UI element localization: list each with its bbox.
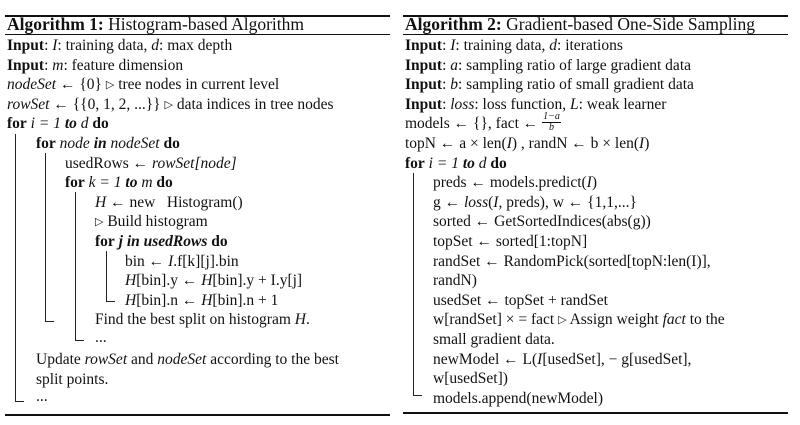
ellipsis-line: ... — [36, 388, 48, 405]
for-loop-line — [7, 114, 109, 133]
keyword: do — [163, 135, 180, 152]
input-line: Input: m: feature dimension — [7, 56, 184, 74]
code-line — [433, 350, 691, 369]
text: : training data, — [455, 37, 550, 54]
comment-triangle-icon: ▷ — [164, 98, 173, 111]
keyword: do — [490, 154, 507, 172]
text: Find the best split on histogram — [95, 311, 295, 329]
input-line: Input: I: training data, d: iterations — [405, 37, 623, 54]
var-H: H — [95, 193, 107, 211]
comment: data indices in tree nodes — [176, 95, 334, 113]
input-line: Input: b: sampling ratio of small gradient data — [405, 76, 694, 94]
keyword: to — [64, 115, 77, 133]
block-bracket — [15, 134, 24, 402]
var-I: I — [52, 37, 58, 54]
code-line: models.append(newModel) — [433, 389, 604, 407]
code-line — [433, 310, 725, 331]
text: w[randSet] × = fact — [433, 311, 559, 329]
var: nodeSet — [106, 135, 164, 152]
var-d: d — [151, 37, 160, 54]
var-H: H — [125, 272, 137, 290]
var-I: I — [639, 135, 645, 152]
text: g ← — [433, 193, 464, 211]
var: node — [59, 135, 94, 152]
bottom-rule — [5, 414, 390, 416]
var-H: H — [201, 272, 213, 290]
text: ) — [644, 135, 650, 152]
for-loop-line — [36, 134, 180, 153]
block-bracket — [45, 153, 54, 322]
var-H: H — [294, 311, 306, 329]
title-rule — [403, 34, 788, 35]
var-rowset: rowSet — [7, 95, 50, 113]
comment: tree nodes in current level — [118, 76, 280, 94]
var: j in usedRows — [114, 233, 212, 250]
var-d: d — [474, 154, 491, 172]
comment: Build histogram — [107, 213, 208, 231]
algorithm-name: Gradient-based One-Side Sampling — [506, 14, 755, 34]
var-I: I — [586, 174, 592, 192]
code-line: small gradient data. — [433, 331, 555, 348]
code-line: sorted ← GetSortedIndices(abs(g)) — [433, 213, 651, 231]
ellipsis-line: ... — [95, 329, 107, 346]
text: .f[k][j].bin — [173, 252, 239, 270]
var-fact: fact — [662, 311, 686, 329]
var-I: I — [493, 193, 499, 211]
code-line — [433, 193, 637, 212]
text: : sampling ratio of small gradient data — [458, 76, 694, 94]
text: models ← {}, fact ← — [405, 115, 543, 133]
block-bracket — [75, 192, 84, 341]
code-line — [125, 291, 278, 310]
keyword: for — [36, 135, 56, 152]
keyword: for — [65, 174, 85, 192]
keyword: for — [95, 233, 115, 250]
input-keyword: Input — [405, 76, 443, 94]
var-a: a — [450, 56, 458, 74]
algorithm-label: Algorithm 2: — [405, 14, 502, 34]
text: : max depth — [159, 37, 233, 54]
fraction — [542, 112, 561, 133]
text: : loss function, — [474, 95, 570, 113]
text: : feature dimension — [63, 56, 184, 74]
code-line — [125, 271, 302, 290]
code-line — [95, 193, 243, 212]
keyword: in — [93, 135, 107, 152]
input-line: Input: I: training data, d: max depth — [7, 37, 233, 54]
input-line: Input: loss: loss function, L: weak learner — [405, 95, 667, 113]
text: [usedSet], − g[usedSet], — [542, 350, 692, 368]
text: ( — [488, 193, 494, 211]
input-keyword: Input — [405, 37, 443, 54]
algorithm-label: Algorithm 1: — [7, 14, 104, 34]
text: [bin].y + I.y[j] — [212, 272, 303, 290]
keyword: do — [92, 115, 109, 133]
bottom-rule — [403, 412, 788, 414]
text: ← new Histogram() — [106, 193, 243, 211]
text: topN ← a × len( — [405, 135, 507, 152]
keyword: to — [462, 154, 475, 172]
var-I: I — [537, 350, 543, 368]
var-I: I — [450, 37, 456, 54]
title-rule — [5, 34, 390, 35]
keyword: for — [7, 115, 27, 133]
keyword: do — [156, 174, 173, 192]
code-line — [65, 154, 237, 173]
input-keyword: Input — [7, 37, 45, 54]
comment: to the — [685, 311, 725, 329]
var: rowSet — [84, 351, 128, 368]
text: [bin].y ← — [136, 272, 202, 290]
var-d: d — [76, 115, 93, 133]
text: : iterations — [557, 37, 623, 54]
block-bracket — [106, 251, 115, 302]
var-L: L — [569, 95, 579, 113]
input-keyword: Input — [405, 56, 443, 74]
for-loop-line — [65, 173, 173, 192]
var-I: I — [506, 135, 512, 152]
algorithm-1-title — [7, 14, 304, 34]
text: Update — [36, 351, 85, 368]
code-line: usedSet ← topSet + randSet — [433, 291, 608, 309]
text: newModel ← L( — [433, 350, 538, 368]
var-m: m — [52, 56, 64, 74]
text: ) , randN ← b × len( — [511, 135, 640, 152]
text: usedRows ← — [65, 154, 152, 172]
code-line: randSet ← RandomPick(sorted[topN:len(I)], — [433, 252, 711, 270]
text: ) — [591, 174, 598, 192]
expr: k = 1 — [88, 174, 126, 192]
text: : training data, — [57, 37, 152, 54]
text: : weak learner — [578, 95, 667, 113]
text: [bin].n + 1 — [212, 291, 279, 309]
text: and — [127, 351, 158, 368]
keyword: to — [125, 174, 138, 192]
text: according to the best — [206, 351, 339, 368]
var-H: H — [201, 291, 213, 309]
code-line — [7, 95, 334, 116]
code-line — [405, 111, 561, 135]
code-line: randN) — [433, 272, 477, 290]
text: [bin].n ← — [136, 291, 202, 309]
for-loop-line — [95, 232, 228, 251]
comment-triangle-icon: ▷ — [95, 216, 104, 229]
var-nodeset: nodeSet — [7, 76, 57, 94]
numerator: 1−a — [543, 111, 560, 123]
var-H: H — [125, 291, 137, 309]
var: m — [137, 174, 157, 192]
text: ← {0} — [56, 76, 106, 94]
code-line — [36, 350, 339, 369]
algorithm-name: Histogram-based Algorithm — [108, 14, 304, 34]
input-keyword: Input — [7, 56, 45, 74]
algorithm-2-title — [405, 14, 755, 34]
text: : sampling ratio of large gradient data — [458, 56, 691, 74]
input-keyword: Input — [405, 95, 443, 113]
var-loss: loss — [450, 95, 475, 113]
code-line: w[usedSet]) — [433, 370, 508, 388]
expr: i = 1 — [428, 154, 463, 172]
block-bracket — [413, 173, 422, 396]
code-line: topSet ← sorted[1:topN] — [433, 233, 588, 250]
var: rowSet[node] — [151, 154, 237, 172]
denominator: b — [549, 122, 555, 134]
text: preds ← models.predict( — [433, 174, 587, 192]
code-line — [433, 173, 597, 192]
code-line — [95, 310, 310, 329]
code-line — [405, 134, 649, 153]
text: ← {{0, 1, 2, ...}} — [49, 95, 165, 113]
comment: Assign weight — [569, 311, 663, 329]
var-I: I — [168, 252, 174, 270]
var-d: d — [549, 37, 558, 54]
var-loss: loss — [464, 193, 489, 211]
code-line — [125, 252, 239, 271]
comment-triangle-icon: ▷ — [105, 79, 115, 92]
comment-line — [95, 212, 208, 233]
text: , preds), w ← {1,1,...} — [498, 193, 637, 211]
for-loop-line — [405, 154, 507, 173]
expr: i = 1 — [30, 115, 65, 133]
code-line: split points. — [36, 370, 109, 388]
text: bin ← — [125, 252, 169, 270]
var: nodeSet — [157, 351, 207, 368]
keyword: do — [211, 233, 228, 250]
code-line — [7, 75, 279, 96]
keyword: for — [405, 154, 425, 172]
input-line: Input: a: sampling ratio of large gradient data — [405, 56, 691, 74]
text: . — [305, 311, 310, 329]
var-b: b — [450, 76, 458, 94]
comment-triangle-icon: ▷ — [558, 314, 567, 327]
